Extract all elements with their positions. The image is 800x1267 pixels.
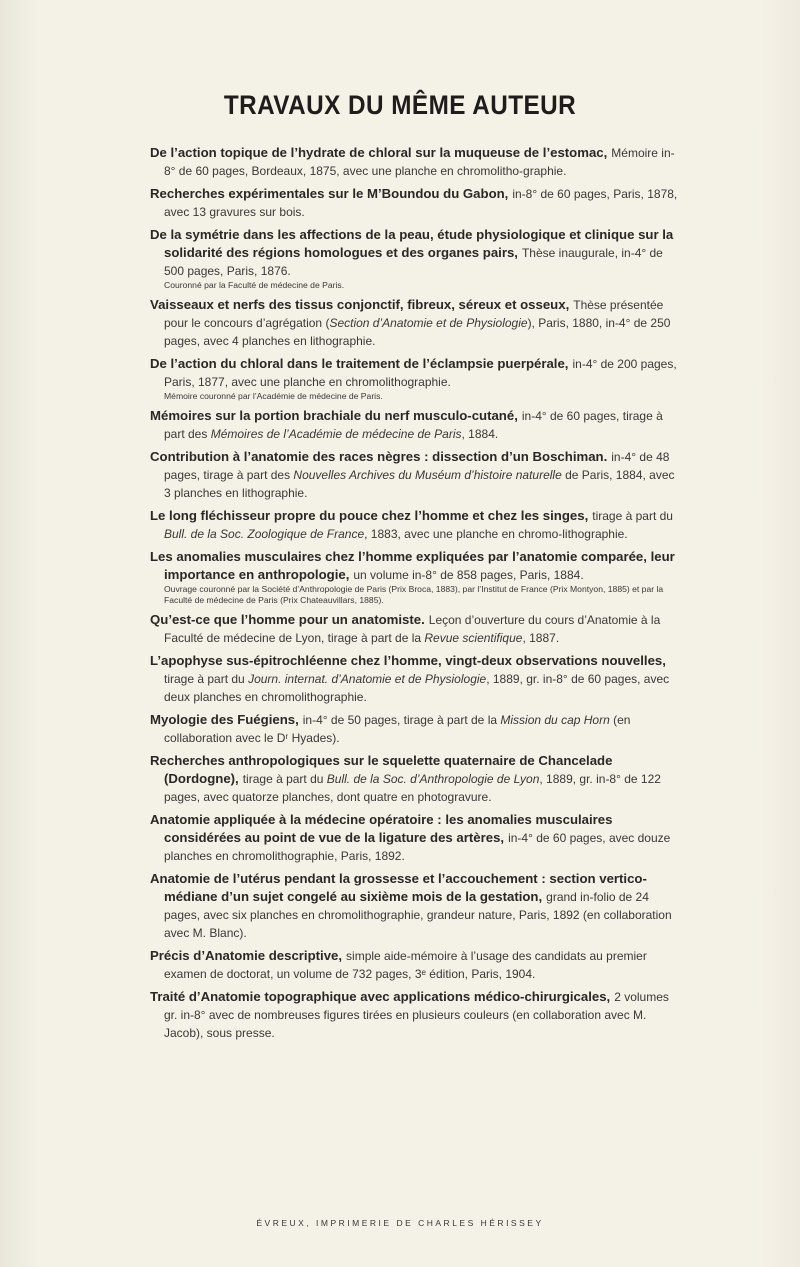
work-citation (150, 947, 683, 983)
description-text: Thèse inaugurale, in-4° de 500 pages, Paris, 1876. (164, 246, 663, 278)
work-title: De l’action topique de l’hydrate de chloral sur la muqueuse de l’estomac, (150, 145, 608, 160)
work-citation (150, 988, 683, 1042)
description-text: , 1883, avec une planche en chromo-lithographie. (364, 527, 628, 541)
work-entry (150, 226, 683, 291)
work-entry (150, 507, 683, 543)
printer-imprint: ÉVREUX, IMPRIMERIE DE CHARLES HÉRISSEY (256, 1218, 544, 1228)
publication-name: Section d’Anatomie et de Physiologie (329, 316, 528, 330)
work-title: Qu’est-ce que l’homme pour un anatomiste. (150, 612, 425, 627)
work-citation (150, 507, 683, 543)
work-description (353, 568, 583, 582)
page-title: TRAVAUX DU MÊME AUTEUR (223, 90, 577, 120)
description-text: Mémoire in-8° de 60 pages, Bordeaux, 1875, avec une planche en chromolitho-graphie. (164, 146, 675, 178)
description-text: , 1884. (461, 427, 499, 441)
work-entry (150, 870, 683, 942)
publication-name: Bull. de la Soc. d’Anthropologie de Lyon (326, 772, 540, 786)
work-entry (150, 947, 683, 983)
work-title: Contribution à l’anatomie des races nègres : dissection d’un Boschiman. (150, 449, 608, 464)
work-citation (150, 407, 683, 443)
description-text: tirage à part du (164, 672, 249, 686)
work-entry (150, 355, 683, 402)
work-citation (150, 548, 683, 584)
work-entry (150, 752, 683, 806)
work-citation (150, 752, 683, 806)
publication-name: Bull. de la Soc. Zoologique de France (164, 527, 365, 541)
work-title: Recherches anthropologiques sur le squelette quaternaire de Chancelade (Dordogne), (150, 753, 613, 786)
description-text: , 1889, gr. in-8° de 60 pages, avec deux planches en chromolithographie. (164, 672, 670, 704)
work-entry (150, 711, 683, 747)
work-citation (150, 296, 683, 350)
work-entry (150, 611, 683, 647)
work-title: Anatomie de l’utérus pendant la grossesse et l’accouchement : section vertico-médiane d’un sujet congelé au sixième mois de la gestation, (150, 871, 647, 904)
work-citation (150, 448, 683, 502)
work-entry (150, 144, 683, 180)
work-citation (150, 811, 683, 865)
description-text: (en collaboration avec le Dʳ Hyades). (164, 713, 631, 745)
work-citation (150, 355, 683, 391)
description-text: Leçon d’ouverture du cours d’Anatomie à la Faculté de médecine de Lyon, tirage à part de la (164, 613, 661, 645)
work-title: Recherches expérimentales sur le M’Boundou du Gabon, (150, 186, 509, 201)
work-citation (150, 185, 683, 221)
work-description (164, 772, 661, 804)
work-title: De la symétrie dans les affections de la peau, étude physiologique et clinique sur la solidarité des régions homologues et des organes pairs, (150, 227, 674, 260)
work-title: Le long fléchisseur propre du pouce chez l’homme et chez les singes, (150, 508, 589, 523)
publication-name: Revue scientifique (424, 631, 523, 645)
works-list (150, 144, 683, 1047)
work-citation (150, 144, 683, 180)
work-citation (150, 711, 683, 747)
publication-name: Mission du cap Horn (500, 713, 610, 727)
work-title: Vaisseaux et nerfs des tissus conjonctif, fibreux, séreux et osseux, (150, 297, 570, 312)
publication-name: Mémoires de l’Académie de médecine de Paris (210, 427, 462, 441)
work-title: L’apophyse sus-épitrochléenne chez l’homme, vingt-deux observations nouvelles, (150, 653, 666, 668)
work-title: De l’action du chloral dans le traitement de l’éclampsie puerpérale, (150, 356, 569, 371)
description-text: 2 volumes gr. in-8° avec de nombreuses figures tirées en plusieurs couleurs (en collaboration avec M. Jacob), sous presse. (164, 990, 669, 1040)
work-entry (150, 548, 683, 606)
work-title: Myologie des Fuégiens, (150, 712, 299, 727)
work-citation (150, 611, 683, 647)
work-entry (150, 652, 683, 706)
work-title: Précis d’Anatomie descriptive, (150, 948, 343, 963)
award-note: Ouvrage couronné par la Société d’Anthropologie de Paris (Prix Broca, 1883), par l’Institut de France (Prix Montyon, 1885) et par la Faculté de médecine de Paris (Prix Chateauvillars, 1885). (164, 584, 664, 605)
description-text: ), Paris, 1880, in-4° de 250 pages, avec 4 planches en lithographie. (164, 316, 671, 348)
work-entry (150, 296, 683, 350)
award-note: Couronné par la Faculté de médecine de Paris. (164, 280, 345, 290)
description-text: in-4° de 48 pages, tirage à part des (164, 450, 670, 482)
description-text: tirage à part du (242, 772, 327, 786)
description-text: de Paris, 1884, avec 3 planches en lithographie. (164, 468, 675, 500)
description-text: in-4° de 60 pages, avec douze planches en chromolithographie, Paris, 1892. (164, 831, 671, 863)
description-text: in-4° de 60 pages, tirage à part des (164, 409, 663, 441)
description-text: simple aide-mémoire à l’usage des candidats au premier examen de doctorat, un volume de 732 pages, 3ᵉ édition, Paris, 1904. (164, 949, 647, 981)
award-note: Mémoire couronné par l’Académie de médecine de Paris. (164, 391, 383, 401)
publication-name: Nouvelles Archives du Muséum d’histoire naturelle (293, 468, 562, 482)
description-text: in-8° de 60 pages, Paris, 1878, avec 13 gravures sur bois. (164, 187, 678, 219)
work-citation (150, 652, 683, 706)
work-title: Anatomie appliquée à la médecine opératoire : les anomalies musculaires considérées au point de vue de la ligature des artères, (150, 812, 613, 845)
work-citation (150, 870, 683, 942)
work-title: Les anomalies musculaires chez l’homme expliquées par l’anatomie comparée, leur importance en anthropologie, (150, 549, 675, 582)
work-title: Mémoires sur la portion brachiale du nerf musculo-cutané, (150, 408, 518, 423)
work-title: Traité d’Anatomie topographique avec applications médico-chirurgicales, (150, 989, 611, 1004)
description-text: grand in-folio de 24 pages, avec six planches en chromolithographie, grandeur nature, Paris, 1892 (en collaboration avec M. Blanc). (164, 890, 672, 940)
work-description (164, 672, 669, 704)
work-entry (150, 185, 683, 221)
work-entry (150, 407, 683, 443)
work-citation (150, 226, 683, 280)
description-text: Thèse présentée pour le concours d’agrégation ( (164, 298, 664, 330)
description-text: , 1889, gr. in-8° de 122 pages, avec quatorze planches, dont quatre en photogravure. (164, 772, 661, 804)
description-text: in-4° de 50 pages, tirage à part de la (302, 713, 501, 727)
description-text: un volume in-8° de 858 pages, Paris, 1884. (353, 568, 584, 582)
description-text: in-4° de 200 pages, Paris, 1877, avec une planche en chromolithographie. (164, 357, 677, 389)
description-text: , 1887. (522, 631, 560, 645)
description-text: tirage à part du (592, 509, 673, 523)
work-entry (150, 988, 683, 1042)
work-entry (150, 448, 683, 502)
work-entry (150, 811, 683, 865)
publication-name: Journ. internat. d’Anatomie et de Physiologie (248, 672, 487, 686)
